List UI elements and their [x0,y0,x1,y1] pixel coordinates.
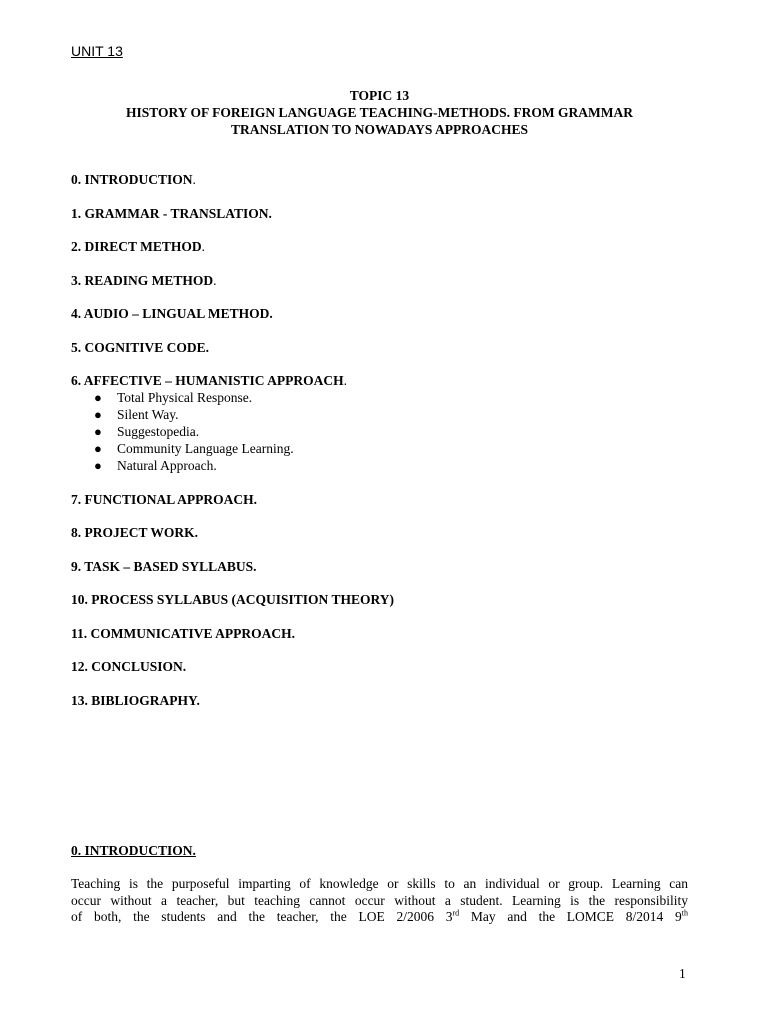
toc-item-direct-method: 2. DIRECT METHOD. [71,239,206,254]
toc-item-affective-humanistic: 6. AFFECTIVE – HUMANISTIC APPROACH. [71,373,348,388]
topic-title-line-1: HISTORY OF FOREIGN LANGUAGE TEACHING-METHODS. FROM GRAMMAR [126,105,633,120]
toc-item-grammar-translation: 1. GRAMMAR - TRANSLATION. [71,205,272,221]
topic-title [71,87,688,138]
paragraph-line: Teaching is the purposeful imparting of knowledge or skills to an individual or group. Learning can [71,876,688,891]
toc-item-task-based-syllabus: 9. TASK – BASED SYLLABUS. [71,558,257,574]
bullet-icon: ● [94,407,102,422]
bullet-icon: ● [94,441,102,456]
toc-item-reading-method: 3. READING METHOD. [71,272,217,288]
toc-group-affective-humanistic [71,372,688,474]
toc-item-bibliography: 13. BIBLIOGRAPHY. [71,692,200,708]
list-item: ● Silent Way. [94,407,179,422]
paragraph-line: of both, the students and the teacher, the LOE 2/2006 3rd May and the LOMCE 8/2014 9th [71,908,689,924]
list-item: ● Suggestopedia. [94,424,200,439]
topic-number: TOPIC 13 [349,88,410,103]
table-of-contents [71,171,688,725]
toc-item-project-work: 8. PROJECT WORK. [71,525,199,540]
toc-item-introduction: 0. INTRODUCTION. [71,172,196,187]
toc-item-process-syllabus: 10. PROCESS SYLLABUS (ACQUISITION THEORY) [71,592,394,607]
toc-item-communicative-approach: 11. COMMUNICATIVE APPROACH. [71,625,295,641]
list-item: ● Community Language Learning. [94,441,294,456]
bullet-icon: ● [94,424,102,439]
humanistic-sub-list [71,389,688,474]
topic-title-line-2: TRANSLATION TO NOWADAYS APPROACHES [231,122,528,137]
bullet-icon: ● [94,390,102,405]
toc-item-conclusion: 12. CONCLUSION. [71,659,187,674]
introduction-heading: 0. INTRODUCTION. [71,843,196,858]
paragraph-line: occur without a teacher, but teaching cannot occur without a student. Learning is the responsibility [71,892,688,908]
page-number: 1 [679,966,686,981]
toc-item-audio-lingual: 4. AUDIO – LINGUAL METHOD. [71,306,273,321]
list-item: ● Natural Approach. [94,458,217,473]
toc-item-cognitive-code: 5. COGNITIVE CODE. [71,339,210,355]
toc-item-functional-approach: 7. FUNCTIONAL APPROACH. [71,491,258,507]
list-item: ● Total Physical Response. [94,390,253,405]
unit-label: UNIT 13 [71,43,123,59]
introduction-paragraph [71,876,688,926]
bullet-icon: ● [94,458,102,473]
